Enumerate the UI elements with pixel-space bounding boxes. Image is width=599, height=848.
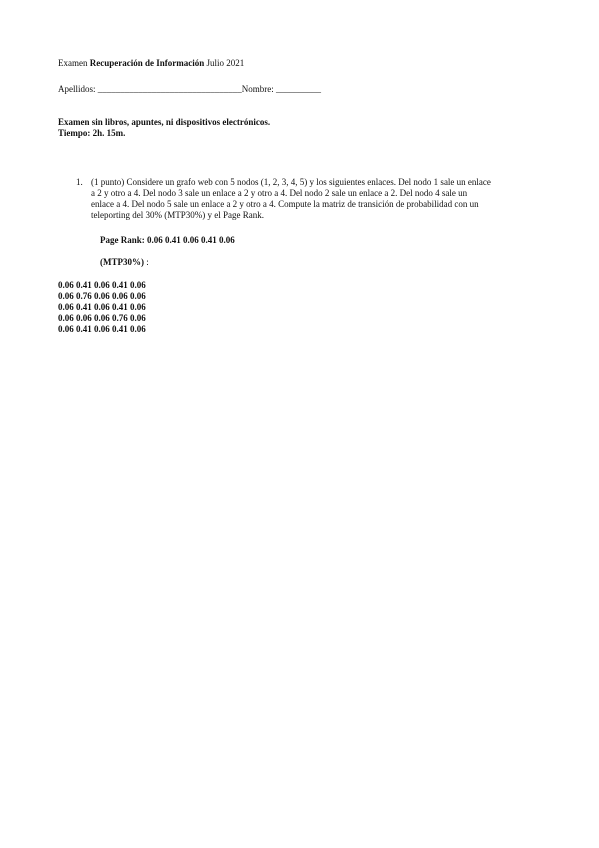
exam-title-prefix: Examen [58, 58, 88, 68]
question-1-line: a 2 y otro a 4. Del nodo 3 sale un enlace a 2 y otro a 4. Del nodo 2 sale un enlace a 2. Del nodo 4 sale un [91, 188, 468, 198]
question-1-number: 1. [76, 177, 83, 187]
mtp-label: (MTP30%) [100, 257, 144, 267]
apellidos-blank: ________________________________ [97, 84, 242, 94]
pagerank-label: Page Rank: [100, 235, 145, 245]
nombre-label: Nombre: [241, 84, 274, 94]
question-1-line: enlace a 4. Del nodo 5 sale un enlace a 2 y otro a 4. Compute la matriz de transición de probabilidad con un [91, 199, 479, 209]
question-1-text [91, 177, 526, 221]
matrix-row: 0.06 0.06 0.06 0.76 0.06 [58, 313, 146, 323]
matrix-row: 0.06 0.41 0.06 0.41 0.06 [58, 324, 146, 334]
exam-title-subject: Recuperación de Información [89, 58, 205, 68]
matrix-row: 0.06 0.76 0.06 0.06 0.06 [58, 291, 146, 301]
mtp-colon: : [146, 257, 149, 267]
student-fields [58, 84, 321, 95]
question-1-line: (1 punto) Considere un grafo web con 5 nodos (1, 2, 3, 4, 5) y los siguientes enlaces. Del nodo 1 sale un enlace [91, 177, 491, 187]
pagerank-answer [100, 235, 235, 246]
mtp-heading [100, 257, 149, 268]
question-1-line: teleporting del 30% (MTP30%) y el Page Rank. [91, 210, 264, 220]
instructions-materials: Examen sin libros, apuntes, ni dispositivos electrónicos. [58, 117, 271, 127]
instructions [58, 117, 270, 139]
exam-title-date: Julio 2021 [206, 58, 245, 68]
pagerank-values: 0.06 0.41 0.06 0.41 0.06 [147, 235, 235, 245]
exam-title [58, 58, 244, 69]
transition-matrix [58, 280, 146, 335]
apellidos-label: Apellidos: [58, 84, 96, 94]
matrix-row: 0.06 0.41 0.06 0.41 0.06 [58, 280, 146, 290]
matrix-row: 0.06 0.41 0.06 0.41 0.06 [58, 302, 146, 312]
nombre-blank: __________ [276, 84, 321, 94]
instructions-time: Tiempo: 2h. 15m. [58, 128, 126, 138]
